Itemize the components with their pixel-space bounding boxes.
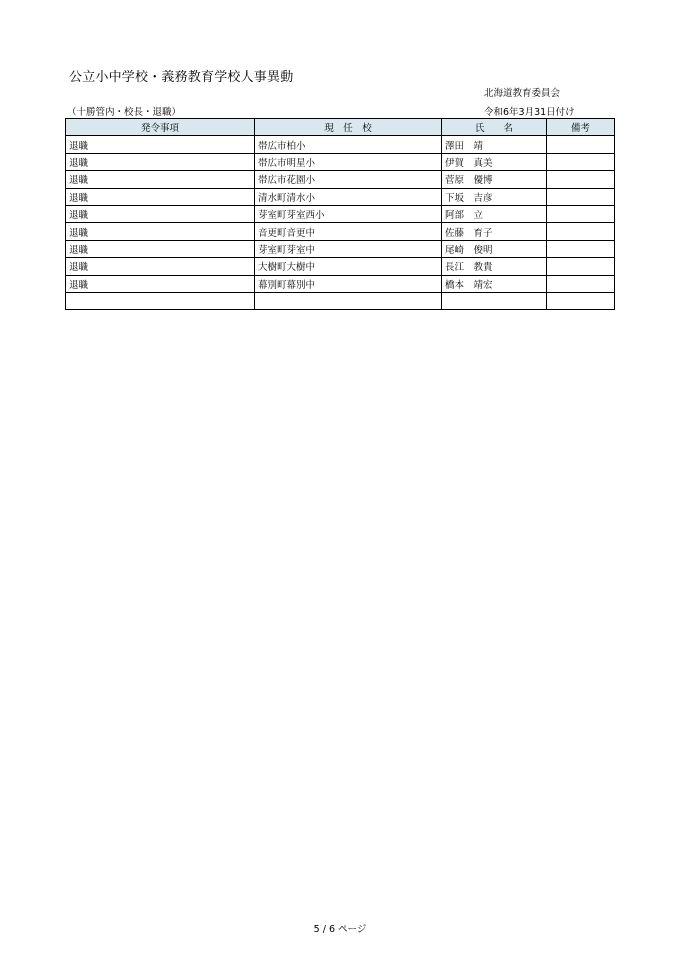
school-cell: 大樹町大樹中 (255, 258, 442, 275)
order-cell: 退職 (66, 275, 255, 292)
order-cell: 退職 (66, 153, 255, 170)
name-cell: 下坂 吉彦 (442, 188, 547, 205)
personnel-table (65, 118, 615, 310)
remarks-cell (547, 258, 615, 275)
table-row (66, 153, 615, 170)
school-cell: 帯広市明星小 (255, 153, 442, 170)
name-cell: 佐藤 育子 (442, 223, 547, 240)
name-cell: 伊賀 真美 (442, 153, 547, 170)
remarks-cell (547, 223, 615, 240)
table-row (66, 171, 615, 188)
name-cell: 長江 教貴 (442, 258, 547, 275)
remarks-cell (547, 275, 615, 292)
table-row (66, 275, 615, 292)
column-header-order: 発令事項 (66, 119, 255, 136)
table-row (66, 292, 615, 309)
remarks-cell (547, 205, 615, 222)
page-number: 5 / 6 ページ (313, 924, 367, 935)
table-row (66, 258, 615, 275)
table-row (66, 188, 615, 205)
order-cell: 退職 (66, 240, 255, 257)
remarks-cell (547, 153, 615, 170)
table-row (66, 205, 615, 222)
name-cell: 澤田 靖 (442, 136, 547, 153)
column-header-name: 氏 名 (442, 119, 547, 136)
region-subtitle: （十勝管内・校長・退職） (67, 107, 182, 118)
remarks-cell (547, 171, 615, 188)
table-row (66, 240, 615, 257)
order-cell (66, 292, 255, 309)
order-cell: 退職 (66, 258, 255, 275)
school-cell: 幕別町幕別中 (255, 275, 442, 292)
remarks-cell (547, 240, 615, 257)
page-title: 公立小中学校・義務教育学校人事異動 (69, 70, 294, 85)
order-cell: 退職 (66, 205, 255, 222)
remarks-cell (547, 188, 615, 205)
school-cell: 帯広市花園小 (255, 171, 442, 188)
order-cell: 退職 (66, 188, 255, 205)
name-cell: 菅原 優博 (442, 171, 547, 188)
name-cell: 橋本 靖宏 (442, 275, 547, 292)
issuer-name: 北海道教育委員会 (484, 88, 561, 99)
column-header-school: 現 任 校 (255, 119, 442, 136)
name-cell (442, 292, 547, 309)
effective-date: 令和6年3月31日付け (484, 107, 575, 118)
table-header (66, 119, 615, 136)
name-cell: 阿部 立 (442, 205, 547, 222)
school-cell: 音更町音更中 (255, 223, 442, 240)
table-row (66, 223, 615, 240)
column-header-remarks: 備考 (547, 119, 615, 136)
school-cell: 帯広市柏小 (255, 136, 442, 153)
school-cell (255, 292, 442, 309)
order-cell: 退職 (66, 171, 255, 188)
order-cell: 退職 (66, 223, 255, 240)
order-cell: 退職 (66, 136, 255, 153)
table-body (66, 136, 615, 310)
remarks-cell (547, 136, 615, 153)
school-cell: 芽室町芽室中 (255, 240, 442, 257)
remarks-cell (547, 292, 615, 309)
header-row (66, 119, 615, 136)
table-row (66, 136, 615, 153)
name-cell: 尾崎 俊明 (442, 240, 547, 257)
school-cell: 芽室町芽室西小 (255, 205, 442, 222)
school-cell: 清水町清水小 (255, 188, 442, 205)
